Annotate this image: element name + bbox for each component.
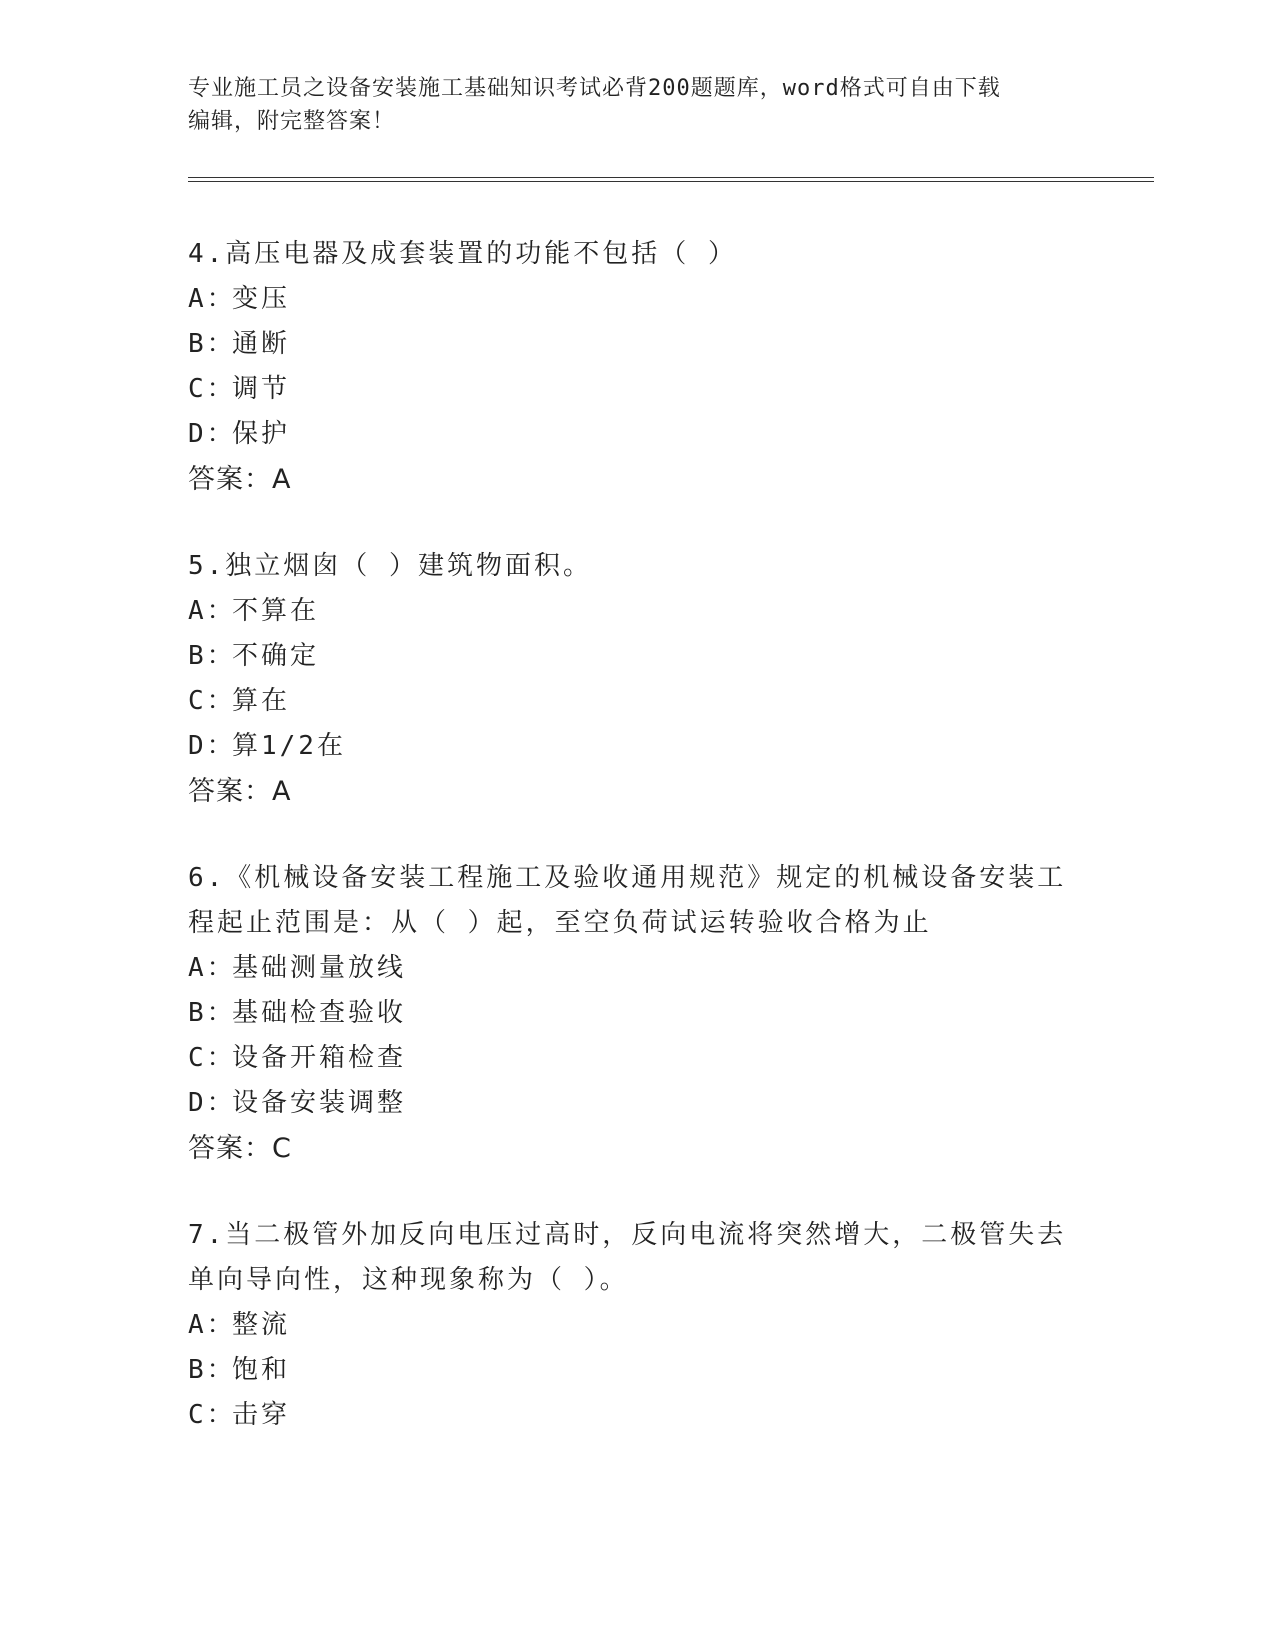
option-c	[188, 679, 1148, 724]
header-line-1: 专业施工员之设备安装施工基础知识考试必背200题题库，word格式可自由下载	[188, 76, 1001, 101]
option-key: D：	[188, 419, 236, 449]
answer: 答案：C	[188, 1133, 292, 1164]
question-stem: 5.独立烟囱（ ）建筑物面积。	[188, 551, 592, 581]
option-key: B：	[188, 998, 236, 1028]
option-d	[188, 724, 1148, 769]
option-key: C：	[188, 1043, 236, 1073]
header-divider-top	[188, 177, 1154, 178]
option-text: 通断	[232, 329, 291, 359]
option-text: 调节	[232, 374, 291, 404]
option-text: 不确定	[232, 641, 320, 671]
header-line-2: 编辑，附完整答案！	[188, 109, 396, 134]
option-b	[188, 991, 1148, 1036]
option-a	[188, 589, 1148, 634]
option-c	[188, 1393, 1148, 1438]
document-header	[188, 72, 1088, 138]
option-text: 设备安装调整	[232, 1088, 407, 1118]
option-c	[188, 367, 1148, 412]
question-7	[188, 1213, 1148, 1438]
option-d	[188, 412, 1148, 457]
option-key: C：	[188, 1400, 236, 1430]
answer: 答案：A	[188, 776, 292, 807]
option-key: B：	[188, 641, 236, 671]
question-list	[188, 232, 1148, 1480]
question-5	[188, 544, 1148, 814]
option-text: 算1/2在	[232, 731, 346, 761]
answer: 答案：A	[188, 464, 292, 495]
option-text: 基础检查验收	[232, 998, 407, 1028]
option-b	[188, 322, 1148, 367]
option-key: B：	[188, 1355, 236, 1385]
option-key: B：	[188, 329, 236, 359]
option-key: D：	[188, 731, 236, 761]
option-key: C：	[188, 686, 236, 716]
option-text: 变压	[232, 284, 291, 314]
question-6	[188, 856, 1148, 1171]
question-stem: 4.高压电器及成套装置的功能不包括（ ）	[188, 239, 737, 269]
option-a	[188, 1303, 1148, 1348]
option-text: 保护	[232, 419, 291, 449]
option-key: A：	[188, 953, 236, 983]
option-b	[188, 1348, 1148, 1393]
header-divider-bottom	[188, 181, 1154, 182]
option-key: A：	[188, 596, 236, 626]
option-a	[188, 277, 1148, 322]
option-key: D：	[188, 1088, 236, 1118]
option-text: 设备开箱检查	[232, 1043, 407, 1073]
option-key: C：	[188, 374, 236, 404]
question-stem: 7.当二极管外加反向电压过高时，反向电流将突然增大，二极管失去单向导向性，这种现象称为（ ）。	[188, 1220, 1067, 1295]
option-text: 饱和	[232, 1355, 291, 1385]
option-b	[188, 634, 1148, 679]
option-text: 基础测量放线	[232, 953, 407, 983]
option-a	[188, 946, 1148, 991]
option-text: 不算在	[232, 596, 320, 626]
option-text: 整流	[232, 1310, 291, 1340]
option-c	[188, 1036, 1148, 1081]
option-text: 击穿	[232, 1400, 291, 1430]
option-d	[188, 1081, 1148, 1126]
option-key: A：	[188, 284, 236, 314]
question-4	[188, 232, 1148, 502]
question-stem: 6.《机械设备安装工程施工及验收通用规范》规定的机械设备安装工程起止范围是：从（ ）起，至空负荷试运转验收合格为止	[188, 863, 1067, 938]
option-text: 算在	[232, 686, 291, 716]
option-key: A：	[188, 1310, 236, 1340]
